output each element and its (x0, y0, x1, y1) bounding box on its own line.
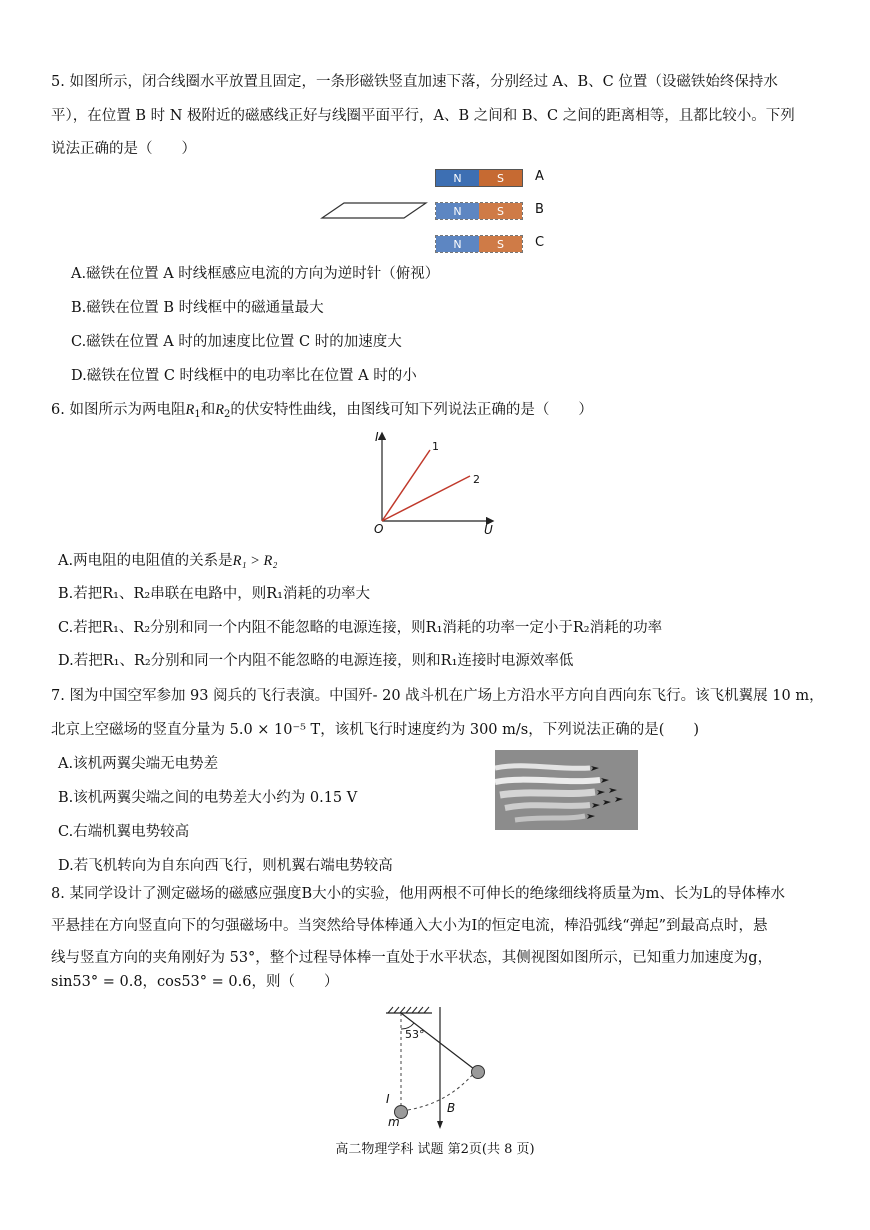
q5-stem-line3: 说法正确的是（ ） (51, 141, 196, 157)
magnet-c (435, 235, 523, 253)
swing-arc (408, 1073, 474, 1110)
q7-option-a: A.该机两翼尖端无电势差 (58, 756, 219, 772)
q5-option-b: B.磁铁在位置 B 时线框中的磁通量最大 (71, 300, 324, 316)
angle-label: 53° (405, 1028, 425, 1041)
q6-stem: 6. 如图所示为两电阻$R_1$和$R_2$的伏安特性曲线，由图线可知下列说法正确的是（ ） (51, 402, 593, 420)
q6-stem-r1: R (185, 402, 195, 418)
q6-stem-b: 的伏安特性曲线，由图线可知下列说法正确的是（ ） (230, 402, 593, 418)
q6-stem-a: 6. 如图所示为两电阻 (51, 402, 186, 418)
position-b-label: B (535, 202, 544, 217)
q6-iu-graph (370, 428, 500, 540)
q7-option-d: D.若飞机转向为自东向西飞行，则机翼右端电势较高 (58, 858, 393, 874)
line-1-label: 1 (432, 440, 439, 453)
field-label: B (447, 1101, 456, 1115)
q7-jet-formation-photo (495, 750, 638, 830)
magnet-a (435, 169, 523, 187)
q7-stem-line1: 7. 图为中国空军参加 93 阅兵的飞行表演。中国歼- 20 战斗机在广场上方沿水平方向自西向东飞行。该飞机翼展 10 m， (51, 688, 824, 704)
q8-stem-line1: 8. 某同学设计了测定磁场的磁感应强度B大小的实验，他用两根不可伸长的绝缘细线将质量为m、长为L的导体棒水 (51, 886, 785, 902)
current-label: I (386, 1092, 390, 1106)
q5-stem-line1: 5. 如图所示，闭合线圈水平放置且固定，一条形磁铁竖直加速下落，分别经过 A、B、C 位置（设磁铁始终保持水 (51, 74, 778, 90)
q6-option-d: D.若把R₁、R₂分别和同一个内阻不能忽略的电源连接，则和R₁连接时电源效率低 (58, 653, 574, 669)
q8-stem-line4: sin53° = 0.8，cos53° = 0.6，则（ ） (51, 974, 339, 990)
jet-photo-svg (495, 750, 638, 830)
mass-label: m (388, 1115, 400, 1129)
magnet-c-south: S (479, 236, 522, 252)
q7-option-c: C.右端机翼电势较高 (58, 824, 190, 840)
magnet-b-south: S (479, 203, 522, 219)
magnet-c-north: N (436, 236, 479, 252)
q8-pendulum-figure (368, 1003, 498, 1135)
q7-stem-line2: 北京上空磁场的竖直分量为 5.0 × 10⁻⁵ T，该机飞行时速度约为 300 m/s，下列说法正确的是( ) (51, 722, 700, 738)
u-axis-label: U (484, 523, 493, 537)
i-axis-label: I (375, 430, 379, 444)
position-c-label: C (535, 235, 545, 250)
q8-stem-line2: 平悬挂在方向竖直向下的匀强磁场中。当突然给导体棒通入大小为I的恒定电流，棒沿弧线“弹起”到最高点时，悬 (51, 918, 768, 934)
q6-option-a-text: A.两电阻的电阻值的关系是 (58, 553, 233, 569)
magnet-a-south: S (479, 170, 522, 186)
q7-option-b: B.该机两翼尖端之间的电势差大小约为 0.15 V (58, 790, 358, 806)
q5-option-d: D.磁铁在位置 C 时线框中的电功率比在位置 A 时的小 (71, 368, 417, 384)
magnet-a-north: N (436, 170, 479, 186)
q6-option-a-relation: R₁ > R₂ (232, 553, 278, 569)
rod-top (472, 1066, 485, 1079)
q5-option-a: A.磁铁在位置 A 时线框感应电流的方向为逆时针（俯视） (71, 266, 440, 282)
line-1 (382, 450, 430, 521)
q5-stem-line2: 平），在位置 B 时 N 极附近的磁感线正好与线圈平面平行，A、B 之间和 B、C 之间的距离相等，且都比较小。下列 (51, 108, 795, 124)
line-2 (382, 476, 470, 521)
q6-stem-and: 和 (200, 402, 216, 418)
q6-option-a (58, 551, 277, 571)
line-2-label: 2 (473, 473, 480, 486)
q5-option-c: C.磁铁在位置 A 时的加速度比位置 C 时的加速度大 (71, 334, 402, 350)
magnet-b (435, 202, 523, 220)
q6-option-c: C.若把R₁、R₂分别和同一个内阻不能忽略的电源连接，则R₁消耗的功率一定小于R₂消耗的功率 (58, 620, 663, 636)
page-footer: 高二物理学科 试题 第2页(共 8 页) (335, 1142, 535, 1157)
position-a-label: A (535, 169, 544, 184)
coil-loop (320, 200, 430, 222)
string (401, 1013, 474, 1069)
magnet-b-north: N (436, 203, 479, 219)
origin-label: O (374, 522, 384, 536)
q8-stem-line3: 线与竖直方向的夹角刚好为 53°，整个过程导体棒一直处于水平状态，其侧视图如图所示，已知重力加速度为g， (51, 950, 773, 966)
q5-magnet-figure (320, 165, 560, 260)
q6-option-b: B.若把R₁、R₂串联在电路中，则R₁消耗的功率大 (58, 586, 370, 602)
